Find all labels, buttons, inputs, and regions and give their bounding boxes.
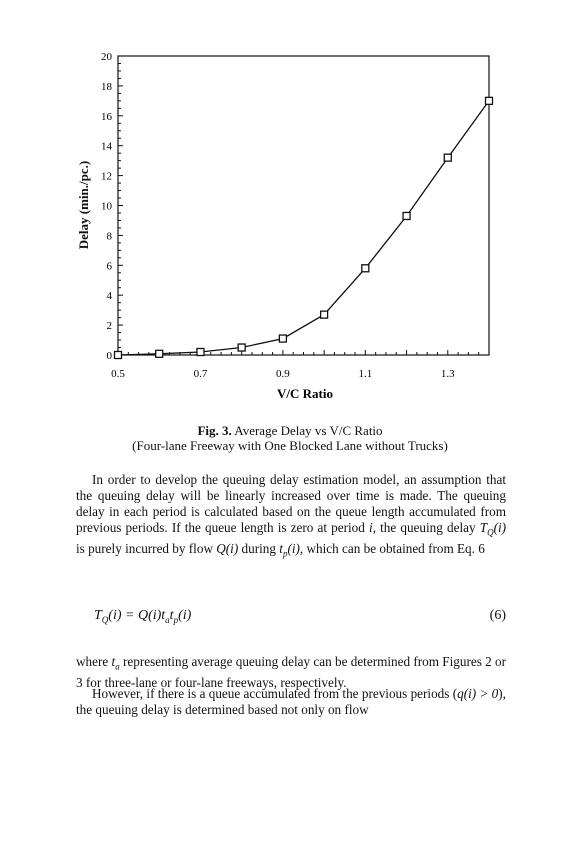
p1-text-e: , which can be obtained from Eq. 6 [299, 540, 485, 556]
plot-frame [118, 56, 489, 355]
eq-rhs: (i) = Q(i)t [108, 608, 166, 623]
p3-text-b: ), the queuing delay is determined based not only on flow [76, 686, 506, 717]
eq-lhs: T [94, 608, 102, 623]
figure-caption-label: Fig. 3. [197, 423, 232, 438]
p1-var-tp-sub: p [282, 548, 288, 559]
chart-ticks [101, 51, 489, 380]
eq-rhs-end: (i) [178, 608, 192, 623]
equation-expression [94, 608, 191, 625]
p2-var-t: t [111, 654, 116, 669]
p1-var-tp: t [279, 540, 283, 556]
eq-lhs-sub: Q [101, 614, 109, 625]
p2-var-t-sub: a [115, 661, 120, 672]
data-point [238, 344, 245, 351]
data-point [444, 154, 451, 161]
data-point [279, 335, 286, 342]
p1-text-b: , the queuing delay [372, 520, 480, 535]
x-tick-label: 0.9 [276, 368, 290, 380]
y-tick-label: 20 [101, 51, 112, 63]
p1-var-tq-sub: Q [487, 527, 494, 538]
p2-text-b: representing average queuing delay can be determined from Figures 2 or 3 for three-lane or four-lane freeways, respectively. [76, 654, 507, 690]
p2-text-a: where [76, 654, 112, 669]
eq-rhs-sub-p: p [173, 614, 179, 625]
chart-axes [118, 56, 489, 355]
equation-number: (6) [489, 608, 506, 623]
y-tick-label: 6 [106, 260, 112, 273]
p1-text-a: In order to develop the queuing delay estimation model, an assumption that the queuing delay will be linearly increased over time is made. The queuing delay in each period is calculated based on the queue length accumulated from previous periods. If the queue length is zero at period [76, 472, 506, 535]
paragraph-1 [76, 472, 506, 561]
y-tick-label: 0 [106, 350, 112, 362]
p1-text-c: is purely incurred by flow [76, 540, 217, 556]
x-axis-label: V/C Ratio [277, 386, 333, 401]
x-tick-label: 1.1 [358, 368, 373, 380]
data-point [321, 311, 328, 318]
x-tick-label: 1.3 [440, 368, 455, 380]
eq-rhs-t: t [169, 608, 174, 623]
y-axis-label: Delay (min./pc.) [76, 160, 91, 250]
p3-var-q: q(i) > 0 [457, 686, 499, 701]
data-point [197, 349, 204, 356]
eq-rhs-sub-a: a [165, 614, 170, 625]
p1-var-q: Q(i) [216, 540, 239, 556]
p1-var-tq: T [479, 520, 488, 535]
p1-var-i: i [369, 520, 373, 535]
figure-caption-title: Average Delay vs V/C Ratio [231, 423, 383, 438]
y-tick-label: 4 [106, 290, 112, 303]
y-tick-label: 12 [101, 170, 112, 183]
data-point [362, 265, 369, 272]
data-point [403, 212, 410, 219]
data-point [486, 97, 493, 104]
y-tick-label: 14 [101, 140, 112, 153]
chart-series [115, 97, 493, 358]
y-tick-label: 18 [101, 80, 112, 93]
y-tick-label: 2 [106, 320, 112, 333]
p3-text-a: However, if there is a queue accumulated from the previous periods ( [92, 686, 458, 701]
p1-text-d: during [238, 540, 280, 556]
data-point [115, 352, 122, 359]
paragraph-3 [76, 686, 506, 718]
x-tick-label: 0.5 [111, 368, 125, 380]
y-tick-label: 16 [101, 110, 112, 123]
p1-var-tq-arg: (i) [493, 520, 507, 535]
series-line [118, 101, 489, 355]
figure-caption [0, 423, 580, 439]
data-point [156, 350, 163, 357]
x-tick-label: 0.7 [193, 368, 208, 380]
y-tick-label: 8 [106, 230, 112, 243]
figure-caption-subtitle: (Four-lane Freeway with One Blocked Lane without Trucks) [132, 438, 448, 453]
p1-var-tp-arg: (i) [287, 540, 300, 556]
y-tick-label: 10 [101, 200, 112, 213]
